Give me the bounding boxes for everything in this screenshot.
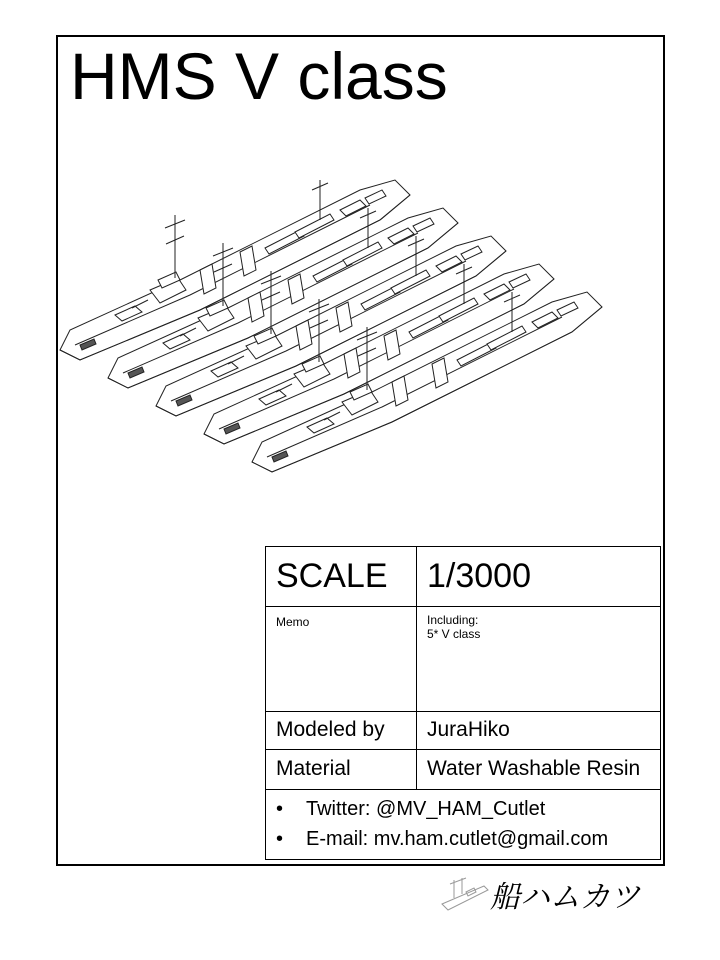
memo-line-2: 5* V class [427,627,481,642]
brand-logo [440,868,650,918]
twitter-contact: • Twitter: @MV_HAM_Cutlet [288,794,650,824]
scale-label: SCALE [266,547,417,607]
spec-table [265,546,661,860]
scale-value: 1/3000 [417,547,661,607]
material-value: Water Washable Resin [417,749,661,789]
contact-list [276,794,650,854]
modeled-by-label: Modeled by [266,711,417,749]
memo-value [417,607,661,711]
logo-text: 船ハムカツ [490,880,640,915]
memo-label: Memo [266,607,417,711]
ship-logo-icon [440,868,490,916]
contact-cell [266,789,661,859]
material-label: Material [266,749,417,789]
page-title: HMS V class [70,39,448,113]
ships-illustration [40,130,660,510]
modeled-by-value: JuraHiko [417,711,661,749]
email-contact: • E-mail: mv.ham.cutlet@gmail.com [288,824,650,854]
memo-line-1: Including: [427,613,479,628]
